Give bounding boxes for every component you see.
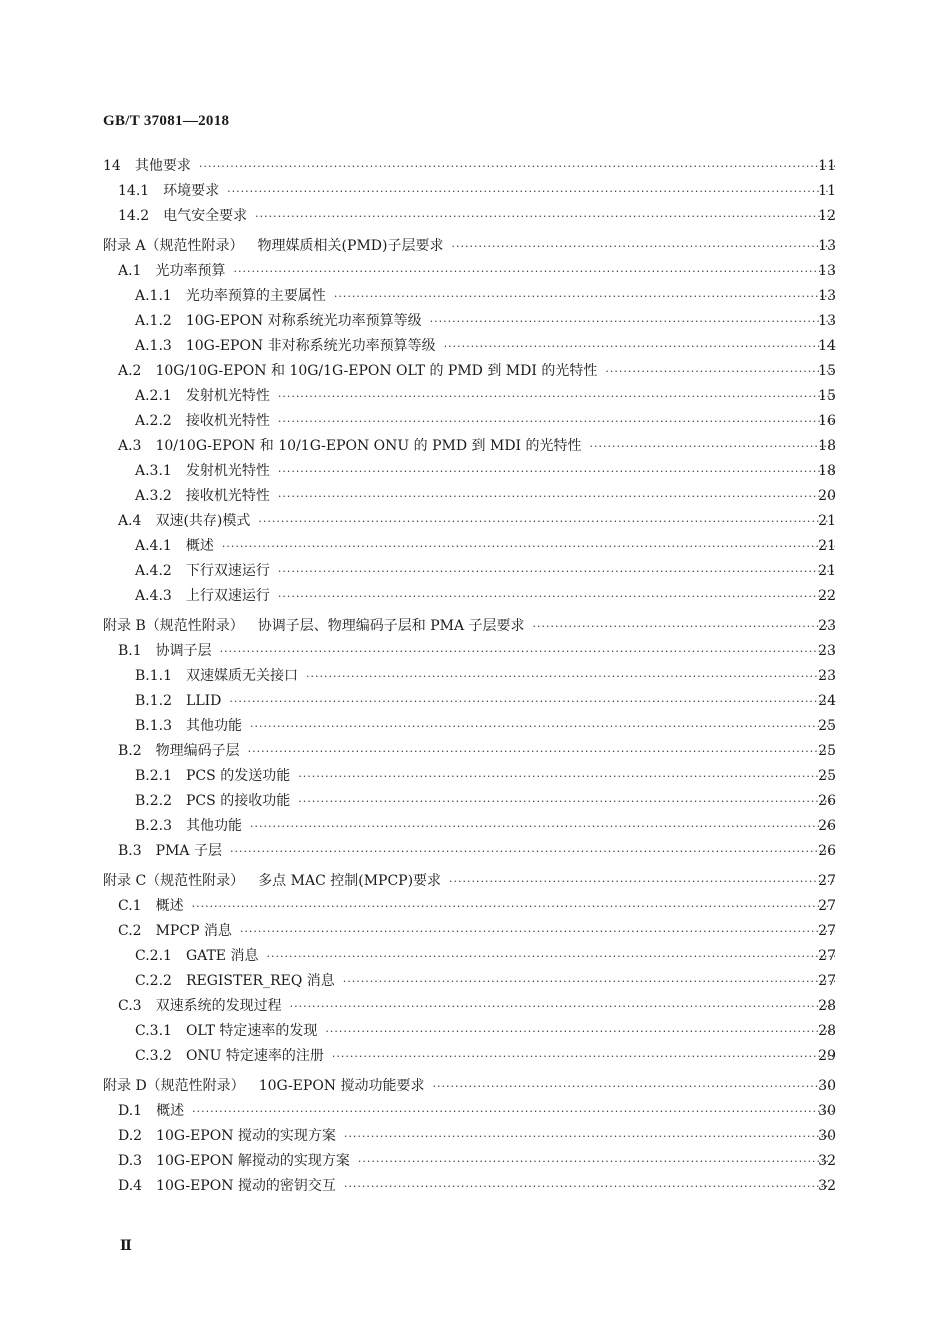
toc-section-number: B.2.1: [135, 768, 173, 784]
toc-section-number: C.3: [118, 998, 142, 1014]
toc-entry[interactable]: [0, 689, 950, 714]
dot-leader: [250, 714, 835, 739]
toc-section-title: 概述: [155, 898, 184, 914]
toc-page-number: 23: [818, 618, 836, 634]
toc-section-title: 物理媒质相关(PMD)子层要求: [257, 238, 444, 254]
toc-section-title: 接收机光特性: [185, 413, 270, 429]
toc-entry[interactable]: [0, 409, 950, 434]
toc-entry-label: [135, 584, 841, 609]
toc-entry-label: [135, 334, 841, 359]
toc-entry-label: [135, 409, 841, 434]
dot-leader: [278, 384, 835, 409]
toc-entry[interactable]: [0, 1174, 950, 1199]
toc-entry-label: [118, 1099, 841, 1124]
dot-leader: [533, 614, 835, 639]
toc-section-title: 其他要求: [134, 158, 191, 174]
toc-section-number: B.1.2: [135, 693, 173, 709]
toc-entry-label: [135, 764, 841, 789]
toc-section-number: C.3.1: [135, 1023, 172, 1039]
toc-page-number: 28: [818, 998, 836, 1014]
toc-section-number: A.3.1: [135, 463, 172, 479]
toc-entry[interactable]: [0, 204, 950, 229]
toc-entry[interactable]: [0, 944, 950, 969]
toc-page-number: 27: [818, 973, 836, 989]
toc-section-title: 环境要求: [163, 183, 220, 199]
toc-page-number: 32: [818, 1153, 836, 1169]
toc-section-number: A.2.1: [135, 388, 172, 404]
toc-page-number: 30: [818, 1078, 836, 1094]
toc-section-number: 14.2: [118, 208, 150, 224]
toc-page-number: 27: [818, 948, 836, 964]
toc-entry[interactable]: [0, 764, 950, 789]
toc-entry[interactable]: [0, 919, 950, 944]
toc-section-number: A.4.3: [135, 588, 172, 604]
toc-entry-label: [135, 689, 841, 714]
toc-section-title: 协调子层、物理编码子层和 PMA 子层要求: [257, 618, 525, 634]
toc-entry-label: [135, 284, 841, 309]
toc-section-title: 10G-EPON 对称系统光功率预算等级: [185, 313, 422, 329]
toc-section-title: 概述: [156, 1103, 185, 1119]
toc-section-title: 概述: [185, 538, 214, 554]
toc-entry-label: [118, 919, 841, 944]
dot-leader: [227, 179, 835, 204]
dot-leader: [444, 334, 835, 359]
toc-page-number: 13: [818, 238, 836, 254]
toc-entry[interactable]: [0, 869, 950, 894]
toc-section-title: 双速媒质无关接口: [186, 668, 299, 684]
toc-section-title: LLID: [186, 693, 222, 709]
dot-leader: [222, 534, 835, 559]
toc-page-number: 23: [818, 668, 836, 684]
toc-section-number: B.1: [118, 643, 142, 659]
toc-entry[interactable]: [0, 839, 950, 864]
toc-section-title: 10G/10G-EPON 和 10G/1G-EPON OLT 的 PMD 到 MDI 的光特性: [155, 363, 598, 379]
toc-section-number: A.4.2: [135, 563, 172, 579]
dot-leader: [298, 764, 835, 789]
toc-page-number: 23: [818, 643, 836, 659]
toc-section-title: PCS 的接收功能: [186, 793, 291, 809]
toc-section-title: 10G-EPON 搅动的密钥交互: [156, 1178, 336, 1194]
toc-entry[interactable]: [0, 1149, 950, 1174]
toc-page-number: 14: [818, 338, 836, 354]
toc-section-title: 上行双速运行: [185, 588, 270, 604]
dot-leader: [290, 994, 835, 1019]
toc-entry[interactable]: [0, 994, 950, 1019]
toc-entry[interactable]: [0, 894, 950, 919]
dot-leader: [278, 584, 835, 609]
dot-leader: [199, 154, 835, 179]
toc-entry[interactable]: [0, 789, 950, 814]
toc-section-title: 下行双速运行: [185, 563, 270, 579]
toc-page-number: 18: [818, 438, 836, 454]
dot-leader: [433, 1074, 836, 1099]
toc-entry[interactable]: [0, 559, 950, 584]
toc-section-title: 光功率预算的主要属性: [185, 288, 326, 304]
toc-section-number: D.1: [118, 1103, 143, 1119]
dot-leader: [255, 204, 835, 229]
toc-entry-label: [135, 969, 841, 994]
toc-entry[interactable]: [0, 1074, 950, 1099]
toc-entry-label: [103, 154, 841, 179]
toc-page-number: 22: [818, 588, 836, 604]
toc-entry[interactable]: [0, 179, 950, 204]
dot-leader: [278, 484, 835, 509]
toc-section-number: C.2.1: [135, 948, 172, 964]
dot-leader: [220, 639, 835, 664]
dot-leader: [248, 739, 835, 764]
toc-entry-label: [118, 204, 841, 229]
toc-section-title: 其他功能: [186, 718, 243, 734]
toc-entry-label: [135, 459, 841, 484]
toc-section-number: 14.1: [118, 183, 150, 199]
toc-entry-label: [135, 944, 841, 969]
toc-entry-label: [103, 869, 841, 894]
toc-entry-label: [135, 814, 841, 839]
dot-leader: [343, 969, 835, 994]
toc-page-number: 11: [818, 158, 836, 174]
toc-section-title: 双速系统的发现过程: [155, 998, 282, 1014]
dot-leader: [278, 459, 835, 484]
toc-entry-label: [135, 534, 841, 559]
toc-section-number: 附录 A（规范性附录）: [103, 238, 244, 254]
toc-entry[interactable]: [0, 739, 950, 764]
toc-entry[interactable]: [0, 534, 950, 559]
toc-page-number: 13: [818, 288, 836, 304]
toc-entry-label: [135, 714, 841, 739]
toc-entry-label: [103, 234, 841, 259]
toc-entry-label: [118, 1124, 841, 1149]
toc-section-title: PMA 子层: [155, 843, 222, 859]
toc-entry-label: [135, 1019, 841, 1044]
toc-entry[interactable]: [0, 284, 950, 309]
toc-section-number: A.3.2: [135, 488, 172, 504]
toc-section-title: 多点 MAC 控制(MPCP)要求: [258, 873, 442, 889]
toc-section-number: 附录 C（规范性附录）: [103, 873, 245, 889]
dot-leader: [250, 814, 835, 839]
toc-page-number: 28: [818, 1023, 836, 1039]
toc-section-title: ONU 特定速率的注册: [185, 1048, 324, 1064]
table-of-contents: [0, 154, 950, 1199]
toc-page-number: 21: [818, 563, 836, 579]
toc-entry-label: [135, 484, 841, 509]
dot-leader: [358, 1149, 835, 1174]
toc-section-title: 发射机光特性: [185, 463, 270, 479]
toc-entry-label: [135, 1044, 841, 1069]
toc-entry[interactable]: [0, 1019, 950, 1044]
toc-section-title: REGISTER_REQ 消息: [185, 973, 335, 989]
toc-page-number: 13: [818, 313, 836, 329]
dot-leader: [240, 919, 835, 944]
toc-section-number: B.2.3: [135, 818, 173, 834]
toc-entry-label: [118, 894, 841, 919]
toc-entry-label: [103, 614, 841, 639]
toc-entry[interactable]: [0, 459, 950, 484]
toc-page-number: 13: [818, 263, 836, 279]
toc-page-number: 21: [818, 513, 836, 529]
toc-entry[interactable]: [0, 1044, 950, 1069]
toc-section-title: 10G-EPON 非对称系统光功率预算等级: [185, 338, 436, 354]
toc-section-number: A.3: [118, 438, 142, 454]
toc-entry[interactable]: [0, 434, 950, 459]
dot-leader: [449, 869, 835, 894]
toc-section-number: C.2: [118, 923, 142, 939]
toc-section-title: 其他功能: [186, 818, 243, 834]
toc-section-number: D.4: [118, 1178, 143, 1194]
toc-entry[interactable]: [0, 259, 950, 284]
toc-section-number: 14: [103, 158, 121, 174]
toc-entry-label: [118, 179, 841, 204]
toc-page-number: 32: [818, 1178, 836, 1194]
toc-entry-label: [118, 639, 841, 664]
toc-page-number: 12: [818, 208, 836, 224]
toc-section-title: 10G-EPON 搅动功能要求: [258, 1078, 425, 1094]
dot-leader: [344, 1124, 835, 1149]
toc-entry-label: [135, 384, 841, 409]
toc-section-number: A.4: [118, 513, 142, 529]
dot-leader: [590, 434, 835, 459]
toc-section-number: C.1: [118, 898, 142, 914]
toc-entry[interactable]: [0, 1099, 950, 1124]
dot-leader: [192, 894, 835, 919]
toc-section-title: 电气安全要求: [163, 208, 248, 224]
toc-page-number: 11: [818, 183, 836, 199]
dot-leader: [229, 689, 835, 714]
toc-entry[interactable]: [0, 969, 950, 994]
toc-page-number: 27: [818, 873, 836, 889]
toc-section-number: C.2.2: [135, 973, 172, 989]
toc-page-number: 16: [818, 413, 836, 429]
toc-section-title: 光功率预算: [155, 263, 226, 279]
toc-entry[interactable]: [0, 664, 950, 689]
toc-page-number: 26: [818, 843, 836, 859]
toc-page-number: 27: [818, 923, 836, 939]
toc-entry[interactable]: [0, 614, 950, 639]
toc-entry-label: [118, 739, 841, 764]
toc-entry-label: [118, 509, 841, 534]
toc-section-number: A.1.2: [135, 313, 172, 329]
toc-section-title: 10G-EPON 搅动的实现方案: [156, 1128, 336, 1144]
toc-entry[interactable]: [0, 509, 950, 534]
toc-page-number: 29: [818, 1048, 836, 1064]
dot-leader: [233, 259, 835, 284]
dot-leader: [306, 664, 835, 689]
toc-page-number: 15: [818, 388, 836, 404]
toc-entry[interactable]: [0, 639, 950, 664]
toc-section-title: GATE 消息: [185, 948, 259, 964]
toc-section-title: PCS 的发送功能: [186, 768, 291, 784]
toc-section-number: B.1.1: [135, 668, 173, 684]
toc-entry-label: [118, 994, 841, 1019]
toc-section-title: 双速(共存)模式: [155, 513, 251, 529]
toc-section-title: 物理编码子层: [155, 743, 240, 759]
toc-entry[interactable]: [0, 334, 950, 359]
toc-page-number: 18: [818, 463, 836, 479]
dot-leader: [325, 1019, 835, 1044]
toc-entry-label: [118, 1174, 841, 1199]
toc-entry[interactable]: [0, 154, 950, 179]
toc-page-number: 15: [818, 363, 836, 379]
toc-entry-label: [118, 259, 841, 284]
dot-leader: [605, 359, 835, 384]
toc-entry-label: [118, 839, 841, 864]
toc-page-number: 24: [818, 693, 836, 709]
toc-page-number: 26: [818, 793, 836, 809]
toc-section-number: A.1.1: [135, 288, 172, 304]
toc-entry-label: [135, 664, 841, 689]
toc-section-number: D.2: [118, 1128, 143, 1144]
toc-section-number: D.3: [118, 1153, 143, 1169]
page-number-footer: Ⅱ: [120, 1238, 132, 1254]
dot-leader: [430, 309, 835, 334]
toc-entry-label: [118, 1149, 841, 1174]
toc-entry[interactable]: [0, 714, 950, 739]
toc-section-number: 附录 B（规范性附录）: [103, 618, 244, 634]
toc-section-title: 10G-EPON 解搅动的实现方案: [156, 1153, 350, 1169]
document-id-header: GB/T 37081—2018: [103, 113, 230, 129]
dot-leader: [266, 944, 835, 969]
toc-page-number: 30: [818, 1128, 836, 1144]
dot-leader: [344, 1174, 835, 1199]
toc-section-number: A.2: [118, 363, 142, 379]
toc-entry[interactable]: [0, 584, 950, 609]
toc-page-number: 30: [818, 1103, 836, 1119]
toc-entry[interactable]: [0, 814, 950, 839]
toc-page-number: 27: [818, 898, 836, 914]
dot-leader: [332, 1044, 835, 1069]
toc-entry-label: [135, 789, 841, 814]
toc-section-number: C.3.2: [135, 1048, 172, 1064]
dot-leader: [230, 839, 835, 864]
toc-section-number: B.3: [118, 843, 142, 859]
toc-section-number: 附录 D（规范性附录）: [103, 1078, 245, 1094]
toc-section-number: B.2: [118, 743, 142, 759]
toc-section-number: A.1: [118, 263, 142, 279]
toc-page-number: 21: [818, 538, 836, 554]
toc-entry-label: [118, 359, 841, 384]
toc-section-title: 发射机光特性: [185, 388, 270, 404]
toc-entry[interactable]: [0, 1124, 950, 1149]
toc-entry[interactable]: [0, 359, 950, 384]
toc-page-number: 25: [818, 718, 836, 734]
dot-leader: [258, 509, 835, 534]
toc-entry-label: [103, 1074, 841, 1099]
toc-entry[interactable]: [0, 484, 950, 509]
toc-entry-label: [135, 309, 841, 334]
toc-section-number: A.1.3: [135, 338, 172, 354]
toc-section-number: A.2.2: [135, 413, 172, 429]
toc-entry[interactable]: [0, 384, 950, 409]
toc-section-number: A.4.1: [135, 538, 172, 554]
toc-section-title: OLT 特定速率的发现: [185, 1023, 318, 1039]
toc-page-number: 25: [818, 768, 836, 784]
toc-section-title: 接收机光特性: [185, 488, 270, 504]
dot-leader: [278, 559, 835, 584]
toc-section-title: 10/10G-EPON 和 10/1G-EPON ONU 的 PMD 到 MDI 的光特性: [155, 438, 582, 454]
toc-section-number: B.2.2: [135, 793, 173, 809]
dot-leader: [451, 234, 835, 259]
toc-page-number: 26: [818, 818, 836, 834]
toc-entry-label: [118, 434, 841, 459]
toc-section-number: B.1.3: [135, 718, 173, 734]
dot-leader: [334, 284, 835, 309]
dot-leader: [278, 409, 835, 434]
toc-section-title: 协调子层: [155, 643, 212, 659]
toc-page-number: 25: [818, 743, 836, 759]
toc-entry-label: [135, 559, 841, 584]
dot-leader: [192, 1099, 835, 1124]
toc-section-title: MPCP 消息: [155, 923, 232, 939]
toc-entry[interactable]: [0, 309, 950, 334]
toc-page-number: 20: [818, 488, 836, 504]
dot-leader: [298, 789, 835, 814]
toc-entry[interactable]: [0, 234, 950, 259]
